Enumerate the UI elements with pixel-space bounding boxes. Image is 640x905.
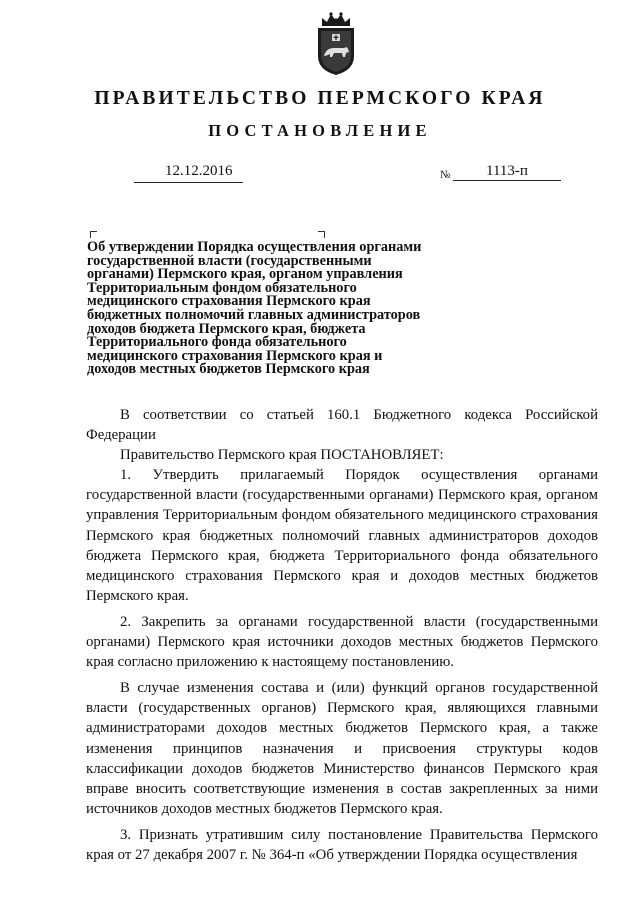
body-paragraph: 2. Закрепить за органами государственной власти (государственными органами) Пермского края источники доходов местных бюджетов Пермского края согласно приложению к настоящему постановлению. — [86, 613, 598, 671]
document-subject: Об утверждении Порядка осуществления органами государственной власти (государственными органами) Пермского края, органом управления Территориальным фондом обязательного медицинского страхования Пермского края бюджетных полномочий главных администраторов доходов бюджета Пермского края, бюджета Территориального фонда обязательного медицинского страхования Пермского края и доходов местных бюджетов Пермского края — [87, 239, 422, 378]
document-date: 12.12.2016 — [165, 163, 233, 179]
number-sign: № — [440, 169, 451, 181]
body-paragraph: 3. Признать утратившим силу постановление Правительства Пермского края от 27 декабря 2007 г. № 364-п «Об утверждении Порядка осуществления — [86, 826, 598, 863]
government-title: ПРАВИТЕЛЬСТВО ПЕРМСКОГО КРАЯ — [94, 88, 546, 109]
subject-corner-mark-right — [318, 231, 325, 238]
body-paragraph: В соответствии со статьей 160.1 Бюджетного кодекса Российской Федерации — [86, 407, 598, 444]
number-underline — [453, 180, 561, 181]
document-type-title: ПОСТАНОВЛЕНИЕ — [208, 121, 432, 140]
subject-corner-mark-left — [90, 231, 97, 238]
perm-krai-coat-of-arms-icon — [314, 12, 358, 76]
document-body — [86, 405, 598, 865]
body-paragraph: 1. Утвердить прилагаемый Порядок осуществления органами государственной власти (государственными органами) Пермского края, органом управления Территориальным фондом обязательного медицинского страхования Пермского края бюджетных полномочий главных администраторов доходов бюджета Пермского края, бюджета Территориального фонда обязательного медицинского страхования Пермского края и доходов местных бюджетов Пермского края. — [86, 467, 598, 604]
date-underline — [134, 182, 243, 183]
body-paragraph: В случае изменения состава и (или) функций органов государственной власти (государственных органов) Пермского края, являющихся главными администраторами доходов местных бюджетов Пермского края, а также изменения принципов назначения и присвоения структуры кодов классификации доходов бюджетов Министерство финансов Пермского края вправе вносить соответствующие изменения в состав закрепленных за ними источников доходов местных бюджетов Пермского края. — [86, 680, 598, 817]
body-paragraph: Правительство Пермского края ПОСТАНОВЛЯЕТ: — [120, 447, 444, 464]
document-number: 1113-п — [486, 163, 528, 179]
